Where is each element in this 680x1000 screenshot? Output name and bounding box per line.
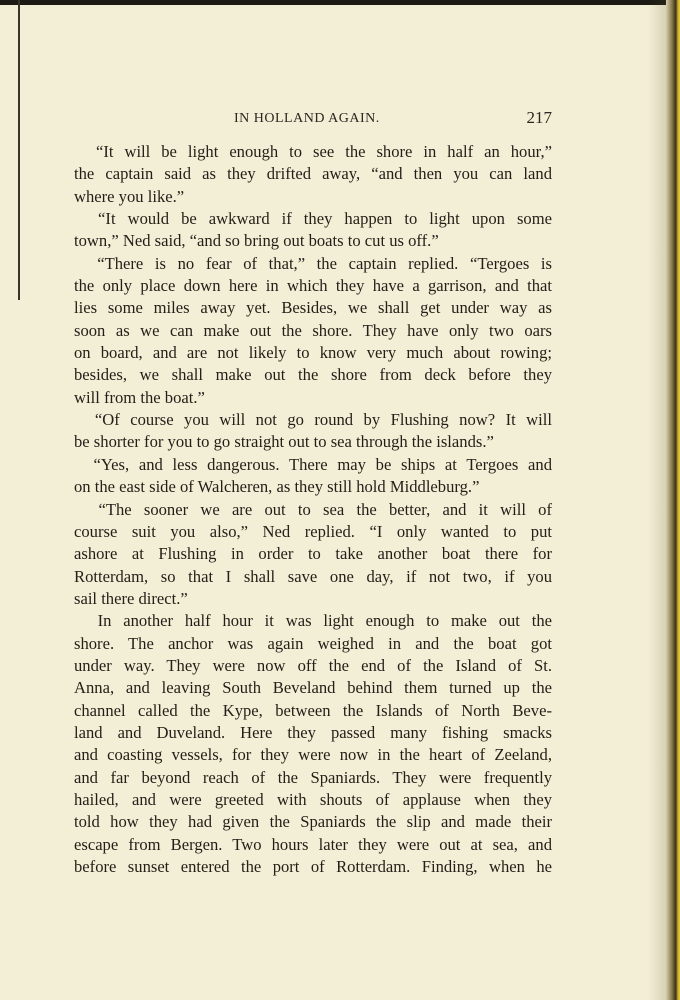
page-top-edge [0, 0, 680, 5]
text-line: “The sooner we are out to sea the better, and it will of [74, 499, 552, 519]
text-line: be shorter for you to go straight out to sea through the islands.” [74, 432, 494, 452]
text-line: under way. They were now off the end of the Island of St. [74, 655, 552, 675]
text-line: “It would be awkward if they happen to light upon some [74, 209, 552, 229]
text-line: hailed, and were greeted with shouts of applause when they [74, 789, 552, 809]
text-line: will from the boat.” [74, 387, 205, 407]
text-line: on board, and are not likely to know very much about rowing; [74, 343, 552, 363]
text-line: channel called the Kype, between the Islands of North Beve- [74, 700, 552, 720]
page-left-rule [18, 0, 20, 300]
text-line: sail there direct.” [74, 588, 188, 608]
text-line: on the east side of Walcheren, as they still hold Middleburg.” [74, 477, 480, 497]
text-line: Rotterdam, so that I shall save one day, if not two, if you [74, 566, 552, 586]
text-line: and far beyond reach of the Spaniards. They were frequently [74, 767, 552, 787]
text-line: told how they had given the Spaniards the slip and made their [74, 812, 552, 832]
binding-shadow [648, 0, 666, 1000]
text-line: soon as we can make out the shore. They have only two oars [74, 320, 552, 340]
text-line: “There is no fear of that,” the captain replied. “Tergoes is [74, 253, 552, 273]
text-line: the captain said as they drifted away, “and then you can land [74, 164, 552, 184]
text-line: town,” Ned said, “and so bring out boats to cut us off.” [74, 231, 439, 251]
page-number: 217 [526, 108, 552, 127]
text-line: “It will be light enough to see the shore in half an hour,” [74, 142, 552, 161]
running-head: IN HOLLAND AGAIN. [234, 111, 380, 126]
text-line: ashore at Flushing in order to take another boat there for [74, 544, 552, 564]
text-line: escape from Bergen. Two hours later they were out at sea, and [74, 834, 552, 854]
text-line: shore. The anchor was again weighed in and the boat got [74, 633, 552, 653]
text-line: course suit you also,” Ned replied. “I only wanted to put [74, 521, 552, 541]
text-line: “Yes, and less dangerous. There may be ships at Tergoes and [74, 454, 552, 474]
text-line: “Of course you will not go round by Flushing now? It will [74, 410, 552, 430]
text-line: lies some miles away yet. Besides, we shall get under way as [74, 298, 552, 318]
book-binding-edge [666, 0, 680, 1000]
page-header [74, 108, 552, 130]
text-line: before sunset entered the port of Rotterdam. Finding, when he [74, 857, 552, 876]
text-line: besides, we shall make out the shore from deck before they [74, 365, 552, 385]
body-text [74, 141, 552, 878]
text-line: and coasting vessels, for they were now in the heart of Zeeland, [74, 745, 552, 765]
text-line: Anna, and leaving South Beveland behind them turned up the [74, 678, 552, 698]
text-line: land and Duveland. Here they passed many fishing smacks [74, 722, 552, 742]
text-line: In another half hour it was light enough to make out the [74, 611, 552, 631]
text-line: the only place down here in which they have a garrison, and that [74, 276, 552, 296]
text-line: where you like.” [74, 186, 185, 206]
